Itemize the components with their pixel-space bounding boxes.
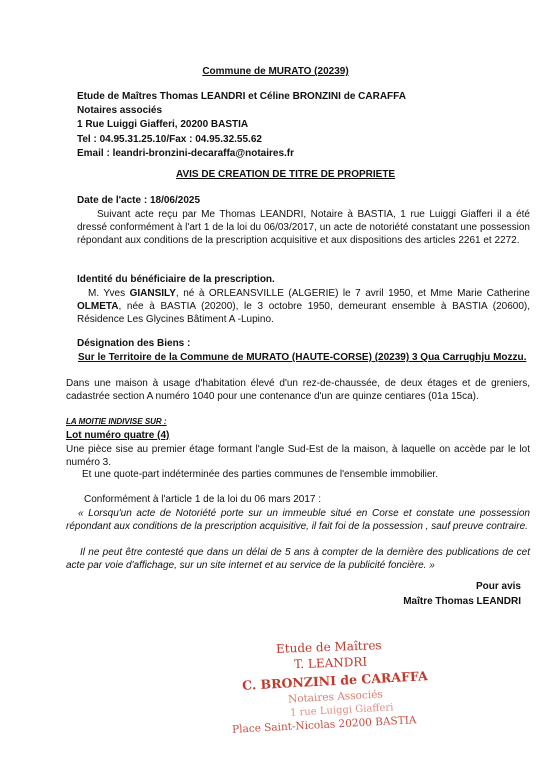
- pour-avis: Pour avis: [475, 581, 521, 592]
- moitie-label: LA MOITIE INDIVISE SUR :: [66, 417, 167, 426]
- act-date: Date de l'acte : 18/06/2025: [77, 195, 201, 206]
- document-title: Commune de MURATO (20239): [202, 66, 349, 77]
- stamp-line-3: C. BRONZINI de CARAFFA: [241, 668, 429, 693]
- lot-description: Une pièce sise au premier étage formant l'angle Sud-Est de la maison, à laquelle on accède par le lot numéro 3.: [66, 444, 530, 468]
- office-status: Notaires associés: [77, 105, 163, 117]
- goods-paragraph: Dans une maison à usage d'habitation élevé d'un rez-de-chaussée, de deux étages et de greniers, cadastrée section A numéro 1040 pour une contenance d'un are quinze centiares (01a 15ca).: [66, 378, 530, 402]
- office-address: 1 Rue Luiggi Giafferi, 20200 BASTIA: [77, 119, 249, 131]
- quote-part: Et une quote-part indéterminée des parties communes de l'ensemble immobilier.: [82, 469, 438, 480]
- beneficiary-paragraph: [77, 287, 530, 326]
- office-name: Etude de Maîtres Thomas LEANDRI et Céline BRONZINI de CARAFFA: [77, 91, 406, 102]
- lot-heading: Lot numéro quatre (4): [66, 430, 170, 441]
- beneficiary-text-2: , né à ORLEANSVILLE (ALGERIE) le 7 avril 1950, et Mme Marie Catherine: [175, 288, 530, 299]
- goods-territory: Sur le Territoire de la Commune de MURATO (HAUTE-CORSE) (20239) 3 Qua Carrughju Mozzu.: [78, 352, 527, 363]
- beneficiary-text-1: M. Yves: [88, 288, 130, 299]
- beneficiary-name-1: GIANSILY: [129, 288, 176, 299]
- office-block: [77, 90, 406, 161]
- goods-heading: Désignation des Biens :: [77, 338, 191, 349]
- stamp-line-2: T. LEANDRI: [293, 654, 368, 672]
- stamp-line-1: Etude de Maîtres: [275, 638, 382, 656]
- signatory-name: Maître Thomas LEANDRI: [403, 596, 521, 607]
- notice-title: AVIS DE CREATION DE TITRE DE PROPRIETE: [176, 169, 396, 180]
- stamp-line-6: Place Saint-Nicolas 20200 BASTIA: [231, 714, 417, 736]
- beneficiary-name-2: OLMETA: [77, 301, 119, 312]
- stamp-line-4: Notaires Associés: [287, 688, 384, 706]
- beneficiary-heading: Identité du bénéficiaire de la prescription.: [77, 274, 275, 285]
- act-paragraph: Suivant acte reçu par Me Thomas LEANDRI, Notaire à BASTIA, 1 rue Luiggi Giafferi il a été dressé conformément à l'art 1 de la loi du 06/03/2017, un acte de notoriété constatant une possession répondant aux conditions de la prescription acquisitive et aux dispositions des articles 2261 et 2272.: [77, 209, 530, 246]
- beneficiary-text-3: , née à BASTIA (20200), le 3 octobre 1950, demeurant ensemble à BASTIA (20600), Résidence Les Glycines Bâtiment A -Lupino.: [77, 301, 530, 325]
- office-email: Email : leandri-bronzini-decaraffa@notaires.fr: [77, 147, 295, 159]
- law-quote-1: « Lorsqu'un acte de Notoriété porte sur un immeuble situé en Corse et constate une possession répondant aux conditions de la prescription acquisitive, il fait foi de la possession , sauf preuve contraire.: [66, 508, 530, 532]
- notary-stamp: [228, 636, 478, 756]
- office-phone: Tel : 04.95.31.25.10/Fax : 04.95.32.55.62: [77, 133, 262, 145]
- law-intro: Conformément à l'article 1 de la loi du 06 mars 2017 :: [84, 494, 322, 505]
- stamp-line-5: 1 rue Luiggi Giafferi: [289, 702, 394, 719]
- law-quote-2: Il ne peut être contesté que dans un délai de 5 ans à compter de la dernière des publications de cet acte par voie d'affichage, sur un site internet et au service de la publicité foncière. »: [66, 547, 530, 571]
